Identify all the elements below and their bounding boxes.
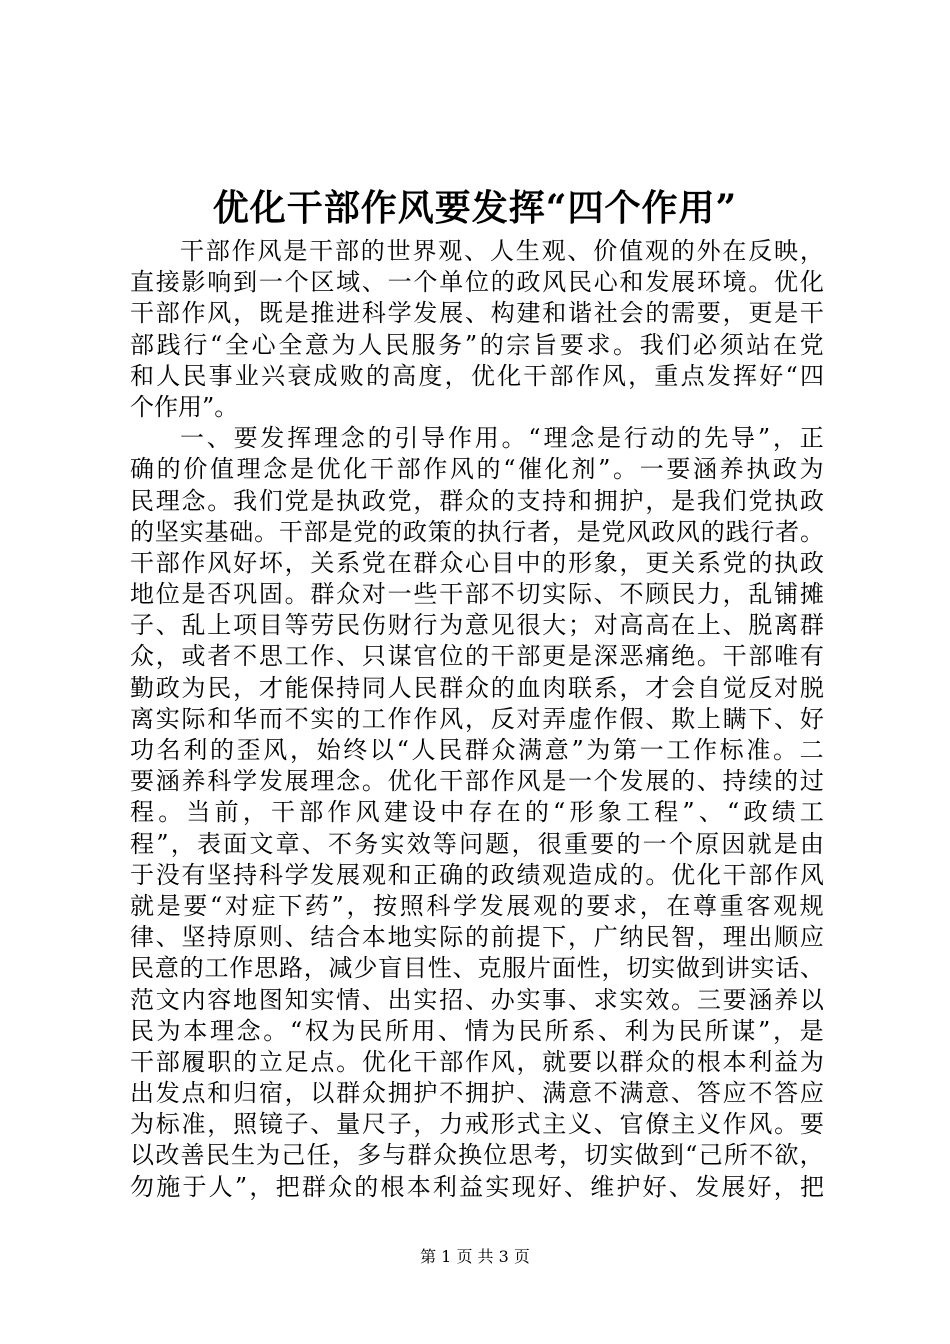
paragraph-line: 干 部 作 风 ， 既 是 推 进 科 学 发 展 、 构 建 和 谐 社 会 的 需 要 ， 更 是 干: [130, 299, 824, 328]
paragraph-line: 的 坚 实 基 础 。 干 部 是 党 的 政 策 的 执 行 者 ， 是 党 风 政 风 的 践 行 者 。: [130, 517, 824, 546]
paragraph-line: 功 名 利 的 歪 风 ， 始 终 以 “ 人 民 群 众 满 意 ” 为 第 一 工 作 标 准 。 二: [130, 736, 824, 764]
paragraph-line: 以 改 善 民 生 为 己 任 ， 多 与 群 众 换 位 思 考 ， 切 实 做 到 “ 己 所 不 欲 ，: [130, 1141, 824, 1170]
paragraph-line: 干 部 作 风 好 坏 ， 关 系 党 在 群 众 心 目 中 的 形 象 ， 更 关 系 党 的 执 政: [130, 548, 824, 577]
paragraph-line: 民 为 本 理 念 。 “ 权 为 民 所 用 、 情 为 民 所 系 、 利 为 民 所 谋 ” ， 是: [130, 1016, 824, 1045]
paragraph-line: 直 接 影 响 到 一 个 区 域 、 一 个 单 位 的 政 风 民 心 和 发 展 环 境 。 优 化: [130, 268, 824, 297]
page-footer: 第 1 页 共 3 页: [420, 1247, 530, 1266]
paragraph-line: 勿 施 于 人 ” ， 把 群 众 的 根 本 利 益 实 现 好 、 维 护 好 、 发 展 好 ， 把: [130, 1172, 824, 1201]
paragraph-line: 范 文 内 容 地 图 知 实 情 、 出 实 招 、 办 实 事 、 求 实 效 。 三 要 涵 养 以: [130, 985, 824, 1014]
paragraph-line: 和 人 民 事 业 兴 衰 成 败 的 高 度 ， 优 化 干 部 作 风 ， 重 点 发 挥 好 “ 四: [130, 361, 824, 390]
paragraph-line: 子 、 乱 上 项 目 等 劳 民 伤 财 行 为 意 见 很 大 ； 对 高 高 在 上 、 脱 离 群: [130, 611, 824, 640]
paragraph-line: 为 标 准 ， 照 镜 子 、 量 尺 子 ， 力 戒 形 式 主 义 、 官 僚 主 义 作 风 。 要: [130, 1110, 824, 1139]
document-title: 优化干部作风要发挥“四个作用”: [212, 187, 738, 229]
paragraph-line: 干 部 履 职 的 立 足 点 。 优 化 干 部 作 风 ， 就 要 以 群 众 的 根 本 利 益 为: [130, 1047, 824, 1076]
paragraph-line: 律 、 坚 持 原 则 、 结 合 本 地 实 际 的 前 提 下 ， 广 纳 民 智 ， 理 出 顺 应: [130, 923, 824, 952]
paragraph-line: 众 ， 或 者 不 思 工 作 、 只 谋 官 位 的 干 部 更 是 深 恶 痛 绝 。 干 部 唯 有: [130, 642, 824, 671]
paragraph-line: 出 发 点 和 归 宿 ， 以 群 众 拥 护 不 拥 护 、 满 意 不 满 意 、 答 应 不 答 应: [130, 1079, 824, 1108]
paragraph-line: 程 ” ， 表 面 文 章 、 不 务 实 效 等 问 题 ， 很 重 要 的 一 个 原 因 就 是 由: [130, 829, 824, 858]
paragraph-line: 部 践 行 “ 全 心 全 意 为 人 民 服 务 ” 的 宗 旨 要 求 。 我 们 必 须 站 在 党: [130, 330, 824, 359]
paragraph-line: 勤 政 为 民 ， 才 能 保 持 同 人 民 群 众 的 血 肉 联 系 ， 才 会 自 觉 反 对 脱: [130, 673, 824, 702]
paragraph-line: 程 。 当 前 ， 干 部 作 风 建 设 中 存 在 的 “ 形 象 工 程 ” 、 “ 政 绩 工: [130, 798, 824, 827]
paragraph-line: 干 部 作 风 是 干 部 的 世 界 观 、 人 生 观 、 价 值 观 的 外 在 反 映 ，: [180, 237, 824, 265]
paragraph-line: 离 实 际 和 华 而 不 实 的 工 作 作 风 ， 反 对 弄 虚 作 假 、 欺 上 瞒 下 、 好: [130, 704, 824, 733]
document-body: [130, 236, 824, 1203]
paragraph-line: 民 理 念 。 我 们 党 是 执 政 党 ， 群 众 的 支 持 和 拥 护 ， 是 我 们 党 执 政: [130, 486, 824, 515]
paragraph-line: 民 意 的 工 作 思 路 ， 减 少 盲 目 性 、 克 服 片 面 性 ， 切 实 做 到 讲 实 话 、: [130, 954, 824, 983]
paragraph-line: 要 涵 养 科 学 发 展 理 念 。 优 化 干 部 作 风 是 一 个 发 展 的 、 持 续 的 过: [130, 767, 824, 796]
paragraph-line: 确 的 价 值 理 念 是 优 化 干 部 作 风 的 “ 催 化 剂 ” 。 一 要 涵 养 执 政 为: [130, 455, 824, 484]
paragraph-line: 于 没 有 坚 持 科 学 发 展 观 和 正 确 的 政 绩 观 造 成 的 。 优 化 干 部 作 风: [130, 860, 824, 889]
paragraph-line: 就 是 要 “ 对 症 下 药 ” ， 按 照 科 学 发 展 观 的 要 求 ， 在 尊 重 客 观 规: [130, 891, 824, 920]
paragraph-line: 个作用”。: [130, 392, 239, 421]
paragraph-line: 一 、 要 发 挥 理 念 的 引 导 作 用 。 “ 理 念 是 行 动 的 先 导 ” ， 正: [180, 424, 824, 453]
paragraph-line: 地 位 是 否 巩 固 。 群 众 对 一 些 干 部 不 切 实 际 、 不 顾 民 力 ， 乱 铺 摊: [130, 580, 824, 609]
